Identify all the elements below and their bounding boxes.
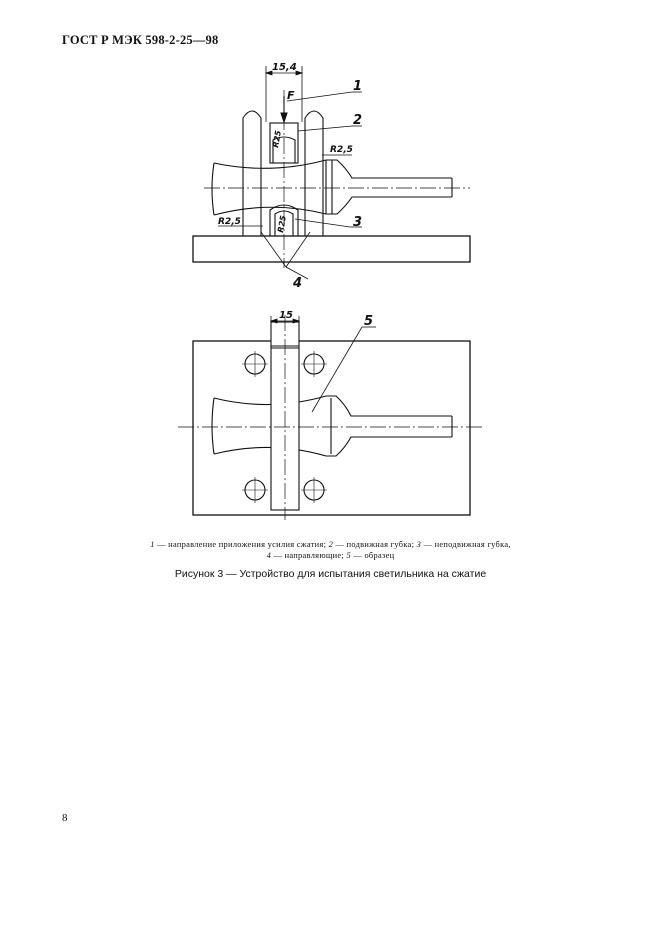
legend-line-1	[150, 540, 511, 549]
base-plate	[193, 236, 470, 262]
specimen-plan	[212, 396, 452, 456]
callout-3: 3	[353, 215, 363, 230]
force-label: F	[287, 89, 295, 102]
legend-text-5: — образец	[353, 551, 395, 560]
radius-upper-jaw-label: R25	[271, 129, 283, 149]
document-header: ГОСТ Р МЭК 598-2-25—98	[62, 33, 219, 47]
callout-5: 5	[364, 314, 374, 329]
callout-leaders-side	[218, 92, 362, 279]
callout-leader-5	[312, 327, 376, 412]
legend-num-3: 3	[416, 540, 422, 549]
legend-num-5: 5	[346, 551, 351, 560]
legend-num-4: 4	[266, 551, 272, 560]
left-guide-rod	[243, 111, 261, 236]
figure-legend	[60, 539, 601, 561]
dim-bottom-label: 15	[279, 310, 293, 321]
legend-text-4: — направляющие;	[273, 551, 345, 560]
specimen-side	[212, 160, 452, 215]
legend-text-3: — неподвижная губка,	[423, 540, 511, 549]
legend-num-1: 1	[150, 540, 155, 549]
page-number: 8	[62, 812, 68, 824]
legend-text-2: — подвижная губка;	[335, 540, 415, 549]
legend-line-2	[267, 551, 395, 560]
callout-1: 1	[353, 79, 363, 94]
radius-right-label: R2,5	[330, 145, 353, 155]
dim-top-label: 15,4	[272, 62, 297, 73]
plan-view	[178, 315, 483, 520]
radius-left-label: R2,5	[218, 217, 241, 227]
legend-num-2: 2	[328, 540, 334, 549]
callout-2: 2	[353, 113, 363, 128]
callout-4: 4	[293, 276, 303, 291]
figure-caption: Рисунок 3 — Устройство для испытания светильника на сжатие	[174, 568, 487, 580]
side-view	[193, 66, 470, 279]
legend-text-1: — направление приложения усилия сжатия;	[157, 540, 327, 549]
radius-lower-jaw-label: R25	[276, 214, 288, 234]
